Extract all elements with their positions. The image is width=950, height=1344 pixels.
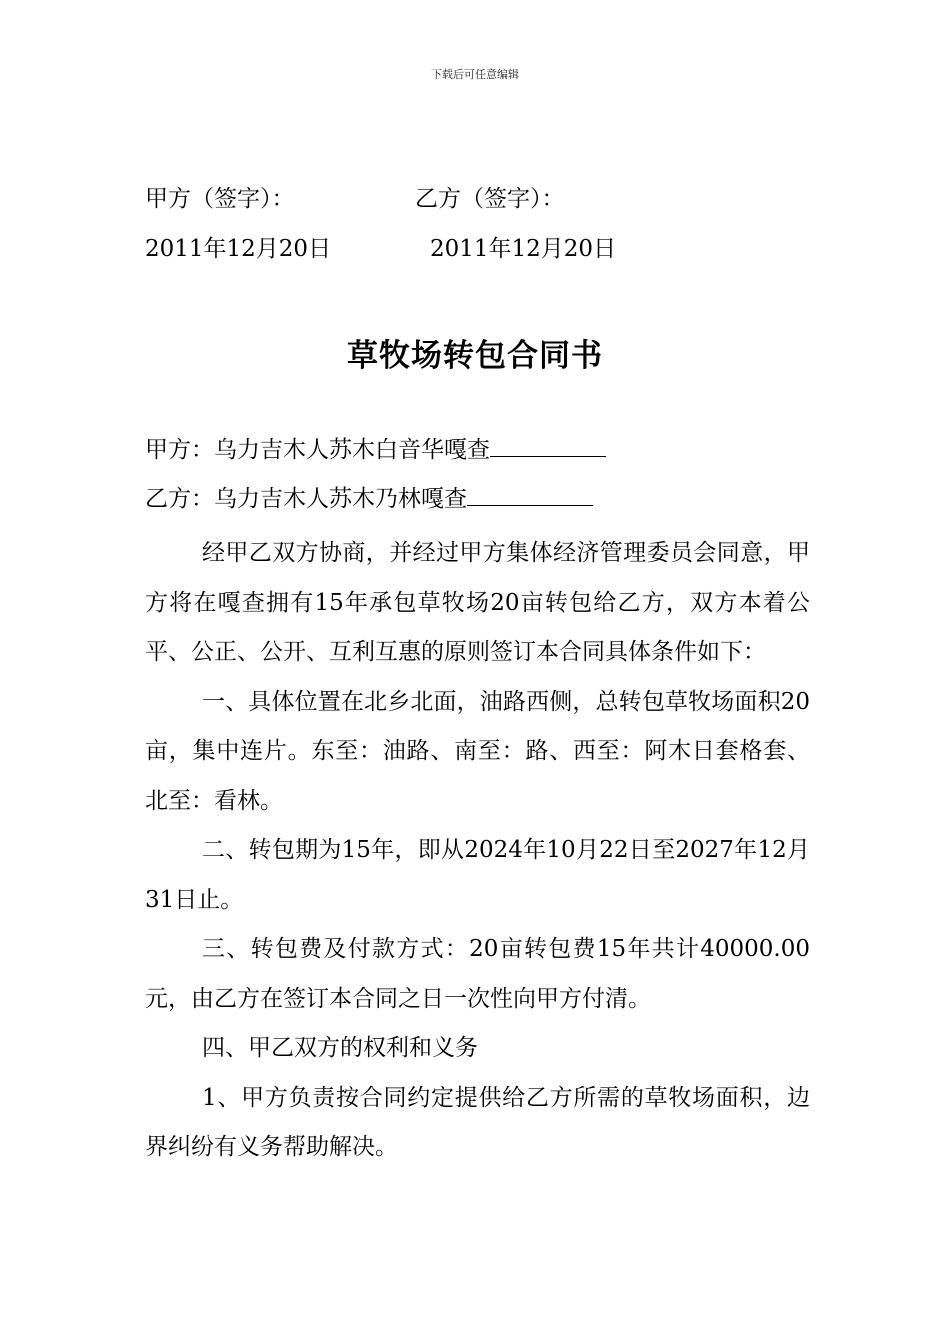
contract-body — [145, 529, 810, 1173]
paragraph-term: 二、转包期为15年，即从2024年10月22日至2027年12月31日止。 — [145, 837, 810, 913]
party-a-line — [145, 434, 606, 465]
party-b-text: 乙方：乌力吉木人苏木乃林嘎查 — [145, 486, 467, 512]
paragraph-location: 一、具体位置在北乡北面，油路西侧，总转包草牧场面积20亩，集中连片。东至：油路、南至：路、西至：阿木日套格套、北至：看林。 — [145, 688, 810, 814]
party-b-signature-label: 乙方（签字）： — [415, 186, 565, 212]
party-a-signature-label: 甲方（签字）： — [145, 186, 295, 212]
document-title: 草牧场转包合同书 — [347, 338, 603, 374]
party-a-text: 甲方：乌力吉木人苏木白音华嘎查 — [145, 437, 490, 463]
party-b-blank — [467, 483, 593, 506]
party-a-date: 2011年12月20日 — [145, 236, 332, 262]
header-note: 下载后可任意编辑 — [431, 68, 519, 81]
paragraph-fee: 三、转包费及付款方式：20亩转包费15年共计40000.00元，由乙方在签订本合同之日一次性向甲方付清。 — [145, 936, 810, 1012]
paragraph-rights-heading: 四、甲乙双方的权利和义务 — [202, 1035, 478, 1061]
party-b-line — [145, 483, 593, 514]
paragraph-rights-1: 1、甲方负责按合同约定提供给乙方所需的草牧场面积，边界纠纷有义务帮助解决。 — [145, 1084, 810, 1160]
party-b-date: 2011年12月20日 — [430, 236, 617, 262]
paragraph-intro: 经甲乙双方协商，并经过甲方集体经济管理委员会同意，甲方将在嘎查拥有15年承包草牧场20亩转包给乙方，双方本着公平、公正、公开、互利互惠的原则签订本合同具体条件如下： — [145, 540, 810, 665]
party-a-blank — [490, 434, 606, 457]
